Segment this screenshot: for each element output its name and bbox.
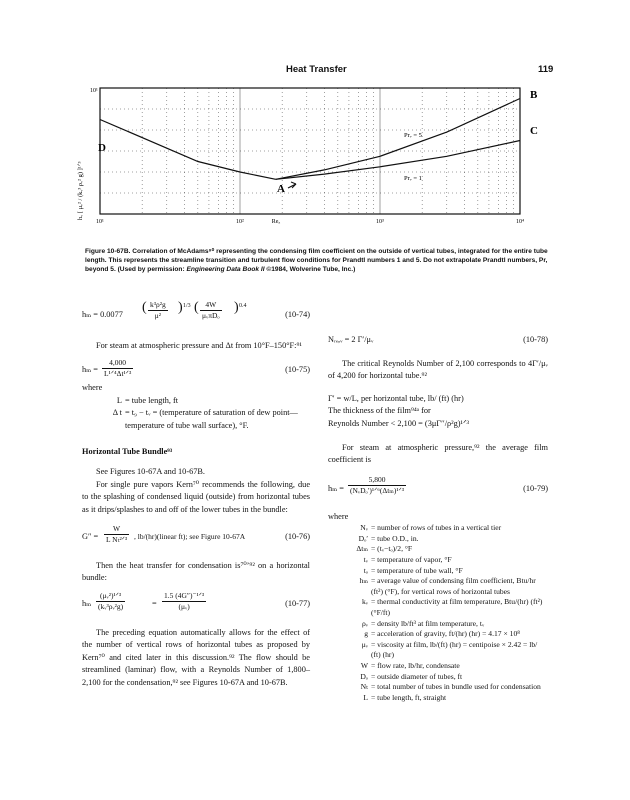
definition-symbol: L: [363, 692, 368, 702]
definition-text: = acceleration of gravity, ft/(hr) (hr) = 4.17 × 10⁸: [371, 629, 520, 639]
series-group: [100, 99, 520, 180]
definition-text: = viscosity at film, lb/(ft) (hr) = centipoise × 2.42 = lb/ (ft) (hr): [371, 639, 538, 660]
definition-row: [328, 544, 548, 555]
paragraph-see-figures: See Figures 10-67A and 10-67B.: [96, 467, 206, 477]
definition-text: = number of rows of tubes in a vertical tier: [371, 523, 502, 533]
definition-row: [328, 534, 548, 545]
right-definitions: [328, 523, 548, 703]
where-right: where: [328, 511, 349, 521]
definition-text: = temperature of vapor, °F: [371, 555, 452, 565]
definition-row: [328, 661, 548, 672]
pr1-label: Prᵥ = 1: [404, 175, 422, 182]
definition-symbol: hₘ: [359, 576, 368, 586]
definition-symbol: Dₒ: [360, 671, 368, 681]
curve-label-a: A: [277, 183, 285, 195]
where-left: where: [82, 383, 103, 393]
equation-10-78: Nᵣₑ,ᵥ = 2 Γ′/μᵥ (10-78): [328, 335, 548, 344]
curve-label-c: C: [530, 125, 538, 137]
equation-10-79: hₘ = 5,800 (NᵥDₒ′)¹ᐟ⁶(Δtₘ)¹ᐟ³ (10-79): [328, 474, 548, 495]
definition-symbol: W: [360, 660, 368, 670]
definition-text: = outside diameter of tubes, ft: [371, 671, 463, 681]
pr5-label: Prᵥ = 5: [404, 132, 422, 139]
paragraph-steam-1: For steam at atmospheric pressure and Δt from 10°F–150°F:⁹¹: [96, 341, 302, 350]
equation-10-75: hₘ = 4,000 L¹ᐟ⁴Δt¹ᐟ³ (10-75): [82, 358, 310, 379]
definition-text: = temperature of tube wall, °F: [371, 565, 463, 575]
paragraph-then-heat: Then the heat transfer for condensation is⁷⁰’⁹² on a horizontal bundle:: [82, 561, 310, 583]
caption-tail: ©1984, Wolverine Tube, Inc.): [264, 266, 356, 273]
definition-row: [328, 672, 548, 683]
definition-text: = thermal conductivity at film temperature, Btu/(hr) (ft²) (°F/ft): [371, 597, 543, 617]
equation-10-77: hₘ (μᵥ²)¹ᐟ³ (kᵥ³ρᵥ²g) = 1.5 (4G″)⁻¹ᐟ³ (μᵥ) (10-77): [82, 590, 310, 611]
definition-symbol: tᵥ: [363, 555, 368, 565]
definition-row: [328, 629, 548, 640]
running-header-title: Heat Transfer: [286, 64, 347, 75]
series-line: [276, 141, 520, 180]
definition-row: [328, 619, 548, 630]
series-line: [276, 99, 520, 180]
grid-lines: [100, 88, 520, 214]
definition-text: = flow rate, lb/hr, condensate: [371, 660, 460, 670]
page-number: 119: [538, 64, 554, 75]
paragraph-critical-reynolds: The critical Reynolds Number of 2,100 corresponds to 4Γ′/μᵥ of 4,200 for horizontal tube.⁹²: [328, 359, 548, 381]
definition-text: = (tᵥ−tₒ)/2, °F: [371, 544, 413, 554]
film-thickness-text: The thickness of the film⁹⁴ᵃ for: [328, 406, 431, 416]
y-axis-label: hᵥ [ μᵥ² / (kᵥ³ ρᵥ² g) ]¹ᐟ³: [77, 161, 84, 220]
definition-row: [328, 566, 548, 577]
left-column: hₘ = 0.0077 ( $\frac{\text{k³ρ²g}}{\text{μ²}}$ ) 1/3 ( 4W μᵥπDₒ ) 0.4 (10-74) For steam at atmospheric pressure and Δt from 10°F–150°F:⁹¹ hₘ = 4,000 L¹ᐟ⁴Δt¹ᐟ³ (10-75) where L = tube length, ft Δ t = t₉ − tᵥ = (temperature of saturation of dew point—temperature of tube wall surface), °F. Horizontal Tube Bundle⁹³ See Figures 10-67A and 10-67B. For single pure vapors Kern⁷⁰ recommends the following, due to the splashing of condensed liquid (outside) from horizontal tubes as it drips/splashes to and off of the lower tubes in the bundle: G″ = W L Nₜ²ᐟ³ , lb/(hr)(linear ft); see Figure 10-67A (10-76) Then the heat transfer for condensation is⁷⁰’⁹² on a horizontal bundle: hₘ (μᵥ²)¹ᐟ³ (kᵥ³ρᵥ²g) = 1.5 (4G″)⁻¹ᐟ³ (μᵥ) (10-77) The preceding equation automatically allows for the effect of the number of vertical rows of horizontal tubes as proposed by Kern⁷⁰ and cited later in this discussion.⁹² The flow should be streamlined (laminar) flow, with a Reynolds Number of 1,800– 2,100 for the condensation,⁹² see Figures 10-67A and 10-67B.: [82, 300, 310, 689]
equation-10-74: hₘ = 0.0077 ( $\frac{\text{k³ρ²g}}{\text{μ²}}$ ) 1/3 ( 4W μᵥπDₒ ) 0.4 (10-74): [82, 300, 310, 320]
definition-symbol: μᵥ: [361, 639, 368, 649]
definition-text: = tube O.D., in.: [371, 533, 419, 543]
x-tick-label: 10⁴: [516, 219, 525, 225]
curve-label-b: B: [530, 89, 538, 101]
series-line: [100, 120, 276, 180]
definition-row: [328, 523, 548, 534]
reynolds-condition: Reynolds Number < 2,100 = (3μΓ′′/ρ²g)¹ᐟ³: [328, 418, 470, 428]
definition-text: = tube length, ft, straight: [371, 692, 447, 702]
x-tick-label: Reₓ: [271, 219, 281, 225]
curve-label-d: D: [98, 142, 106, 154]
paragraph-steam-2: For steam at atmospheric pressure,⁹² the average film coefficient is: [328, 443, 548, 465]
definition-symbol: Δtₘ: [356, 544, 368, 554]
definition-row: [328, 693, 548, 704]
definition-symbol: tₒ: [363, 565, 368, 575]
definition-row: [328, 597, 548, 618]
definition-symbol: Nₜ: [360, 682, 368, 692]
definition-text: = density lb/ft³ at film temperature, tᵥ: [371, 618, 485, 628]
definition-symbol: ρᵥ: [361, 618, 368, 628]
x-tick-label: 10²: [236, 219, 244, 225]
gamma-definition: Γ′ = w/L, per horizontal tube, lb/ (ft) (hr): [328, 393, 464, 403]
definition-row: [328, 576, 548, 597]
definition-row: [328, 640, 548, 661]
caption-source: Engineering Data Book II: [186, 266, 265, 273]
caption-text: Correlation of McAdams⁹⁰ representing the condensing film coefficient on the outside of vertical tubes, integrated for the entire tube length. This represents the streamline transition and turbulent flow conditions for Prandtl numbers 1 and 5. Do not extrapolate Prandtl numbers, Pr, beyond 5. (Used by permission:: [85, 248, 548, 273]
definition-row: [328, 555, 548, 566]
definition-symbol: Nᵥ: [360, 523, 368, 533]
paragraph-preceding-equation: The preceding equation automatically allows for the effect of the number of vertical rows of horizontal tubes as proposed by Kern⁷⁰ and cited later in this discussion.⁹² The flow should be streamlined (laminar) flow, with a Reynolds Number of 1,800– 2,100 for the condensation,⁹² see Figures 10-67A and 10-67B.: [82, 627, 310, 687]
definition-row: [328, 682, 548, 693]
x-tick-label: 10¹: [96, 219, 104, 225]
right-column: [328, 334, 548, 703]
x-tick-label: 10³: [376, 219, 384, 225]
definition-symbol: g: [364, 629, 368, 639]
paragraph-kern: For single pure vapors Kern⁷⁰ recommends the following, due to the splashing of condensed liquid (outside) from horizontal tubes as it drips/splashes to and off of the lower tubes in the bundle:: [82, 479, 310, 514]
mcadams-chart: [60, 80, 550, 240]
y-top-tick: 10¹: [90, 88, 98, 94]
definition-symbol: kᵥ: [361, 597, 368, 607]
section-heading-horizontal-bundle: Horizontal Tube Bundle⁹³: [82, 447, 173, 457]
definition-text: = average value of condensing film coefficient, Btu/hr (ft²) (°F), for vertical rows of horizontal tubes: [371, 576, 536, 596]
equation-10-76: G″ = W L Nₜ²ᐟ³ , lb/(hr)(linear ft); see Figure 10-67A (10-76): [82, 524, 310, 545]
definition-text: = total number of tubes in bundle used for condensation: [371, 682, 541, 692]
definition-symbol: Dₒ′: [358, 533, 368, 543]
figure-caption: [85, 247, 555, 274]
caption-label: Figure 10-67B.: [85, 248, 131, 255]
